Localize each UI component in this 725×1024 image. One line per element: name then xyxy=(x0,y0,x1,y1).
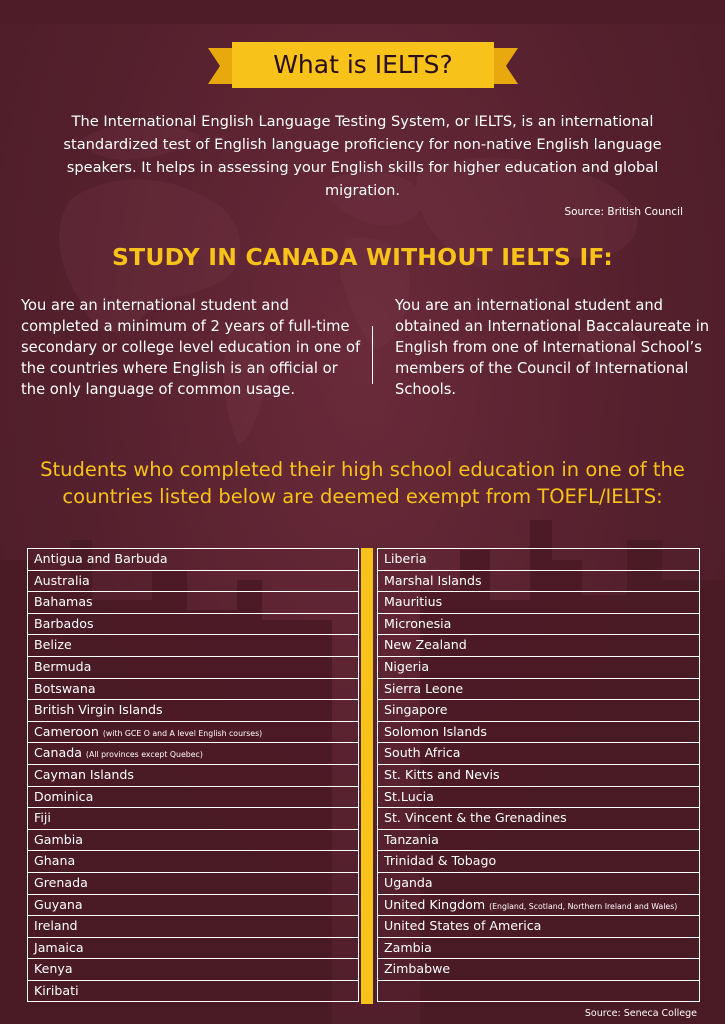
country-name: Jamaica xyxy=(34,939,84,955)
condition-right: You are an international student and obtained an International Baccalaureate in English from one of International School’s members of the Council of International Schools. xyxy=(395,297,710,398)
country-name: Barbados xyxy=(34,615,94,631)
table-row xyxy=(28,571,358,593)
country-name: United States of America xyxy=(384,918,542,934)
table-row xyxy=(378,959,699,981)
country-name: Micronesia xyxy=(384,615,452,631)
table-row xyxy=(378,808,699,830)
country-name: St. Kitts and Nevis xyxy=(384,766,500,782)
table-row xyxy=(28,722,358,744)
table-row xyxy=(28,830,358,852)
country-name: Ghana xyxy=(34,853,76,869)
country-name: Grenada xyxy=(34,874,88,890)
table-row xyxy=(28,787,358,809)
intro-paragraph: The International English Language Testing System, or IELTS, is an international standardized test of English language proficiency for non-native English language speakers. It helps in assessing your English skills for higher education and global migration. xyxy=(63,113,662,199)
table-row xyxy=(28,657,358,679)
country-name: Trinidad & Tobago xyxy=(384,853,497,869)
country-name: Singapore xyxy=(384,702,448,718)
country-note: (England, Scotland, Northern Ireland and Wales) xyxy=(489,901,678,911)
country-name: Canada xyxy=(34,745,82,761)
country-name: St.Lucia xyxy=(384,788,434,804)
country-name: Marshal Islands xyxy=(384,572,482,588)
table-row xyxy=(378,981,699,1003)
country-name: Dominica xyxy=(34,788,94,804)
country-name: Botswana xyxy=(34,680,96,696)
country-name: Mauritius xyxy=(384,594,443,610)
countries-table xyxy=(27,548,698,1004)
country-name: Liberia xyxy=(384,551,427,566)
table-row xyxy=(378,722,699,744)
table-row xyxy=(28,592,358,614)
country-name: Uganda xyxy=(384,874,433,890)
country-name: Zambia xyxy=(384,939,432,955)
banner-title: What is IELTS? xyxy=(273,50,453,79)
country-name: South Africa xyxy=(384,745,461,761)
table-row xyxy=(378,851,699,873)
table-row xyxy=(378,873,699,895)
table-row xyxy=(28,873,358,895)
country-name: Cameroon xyxy=(34,723,99,739)
country-note: (All provinces except Quebec) xyxy=(85,750,203,760)
table-row xyxy=(378,592,699,614)
table-row xyxy=(28,765,358,787)
country-note: (with GCE O and A level English courses) xyxy=(102,728,263,738)
country-name: Guyana xyxy=(34,896,83,912)
country-name: Zimbabwe xyxy=(384,961,451,977)
table-row xyxy=(378,700,699,722)
country-name: Nigeria xyxy=(384,658,430,674)
country-name: Kenya xyxy=(34,961,73,977)
country-name: Ireland xyxy=(34,918,78,934)
table-row xyxy=(378,916,699,938)
country-name: Cayman Islands xyxy=(34,766,134,782)
table-row xyxy=(378,765,699,787)
column-divider xyxy=(372,326,373,384)
countries-left-column xyxy=(27,548,359,1002)
exempt-heading: Students who completed their high school education in one of the countries listed below are deemed exempt from TOEFL/IELTS: xyxy=(40,458,685,508)
table-row xyxy=(28,895,358,917)
table-row xyxy=(28,614,358,636)
country-name: British Virgin Islands xyxy=(34,702,163,718)
table-row xyxy=(378,787,699,809)
table-row xyxy=(28,916,358,938)
table-row xyxy=(28,743,358,765)
table-row xyxy=(378,743,699,765)
table-row xyxy=(378,895,699,917)
country-name: Fiji xyxy=(34,810,51,826)
table-row xyxy=(28,700,358,722)
table-row xyxy=(28,959,358,981)
table-row xyxy=(28,549,358,571)
title-banner xyxy=(208,42,518,90)
table-row xyxy=(378,549,699,571)
table-row xyxy=(378,938,699,960)
table-row xyxy=(378,571,699,593)
footer-source: Source: Seneca College xyxy=(584,1008,697,1019)
table-row xyxy=(28,938,358,960)
table-row xyxy=(28,851,358,873)
country-name: Belize xyxy=(34,637,72,653)
country-name: Kiribati xyxy=(34,982,79,998)
country-name: Bahamas xyxy=(34,594,93,610)
country-name: New Zealand xyxy=(384,637,467,653)
country-name: Bermuda xyxy=(34,658,92,674)
country-name: Sierra Leone xyxy=(384,680,464,696)
country-name: Gambia xyxy=(34,831,83,847)
condition-left: You are an international student and completed a minimum of 2 years of full-time secondary or college level education in one of the countries where English is an official or the only language of common usage. xyxy=(21,297,361,398)
country-name: United Kingdom xyxy=(384,896,486,912)
table-row xyxy=(378,830,699,852)
table-row xyxy=(28,808,358,830)
table-row xyxy=(28,635,358,657)
country-name: Antigua and Barbuda xyxy=(34,551,168,566)
countries-right-column xyxy=(377,548,700,1002)
table-row xyxy=(378,614,699,636)
table-center-bar xyxy=(361,548,373,1004)
table-row xyxy=(28,981,358,1003)
table-row xyxy=(378,657,699,679)
intro-source: Source: British Council xyxy=(564,206,683,218)
study-canada-heading: STUDY IN CANADA WITHOUT IELTS IF: xyxy=(112,243,613,271)
country-name: Solomon Islands xyxy=(384,723,487,739)
table-row xyxy=(378,635,699,657)
country-name: St. Vincent & the Grenadines xyxy=(384,810,567,826)
table-row xyxy=(28,679,358,701)
country-name: Australia xyxy=(34,572,90,588)
country-name: Tanzania xyxy=(384,831,439,847)
table-row xyxy=(378,679,699,701)
